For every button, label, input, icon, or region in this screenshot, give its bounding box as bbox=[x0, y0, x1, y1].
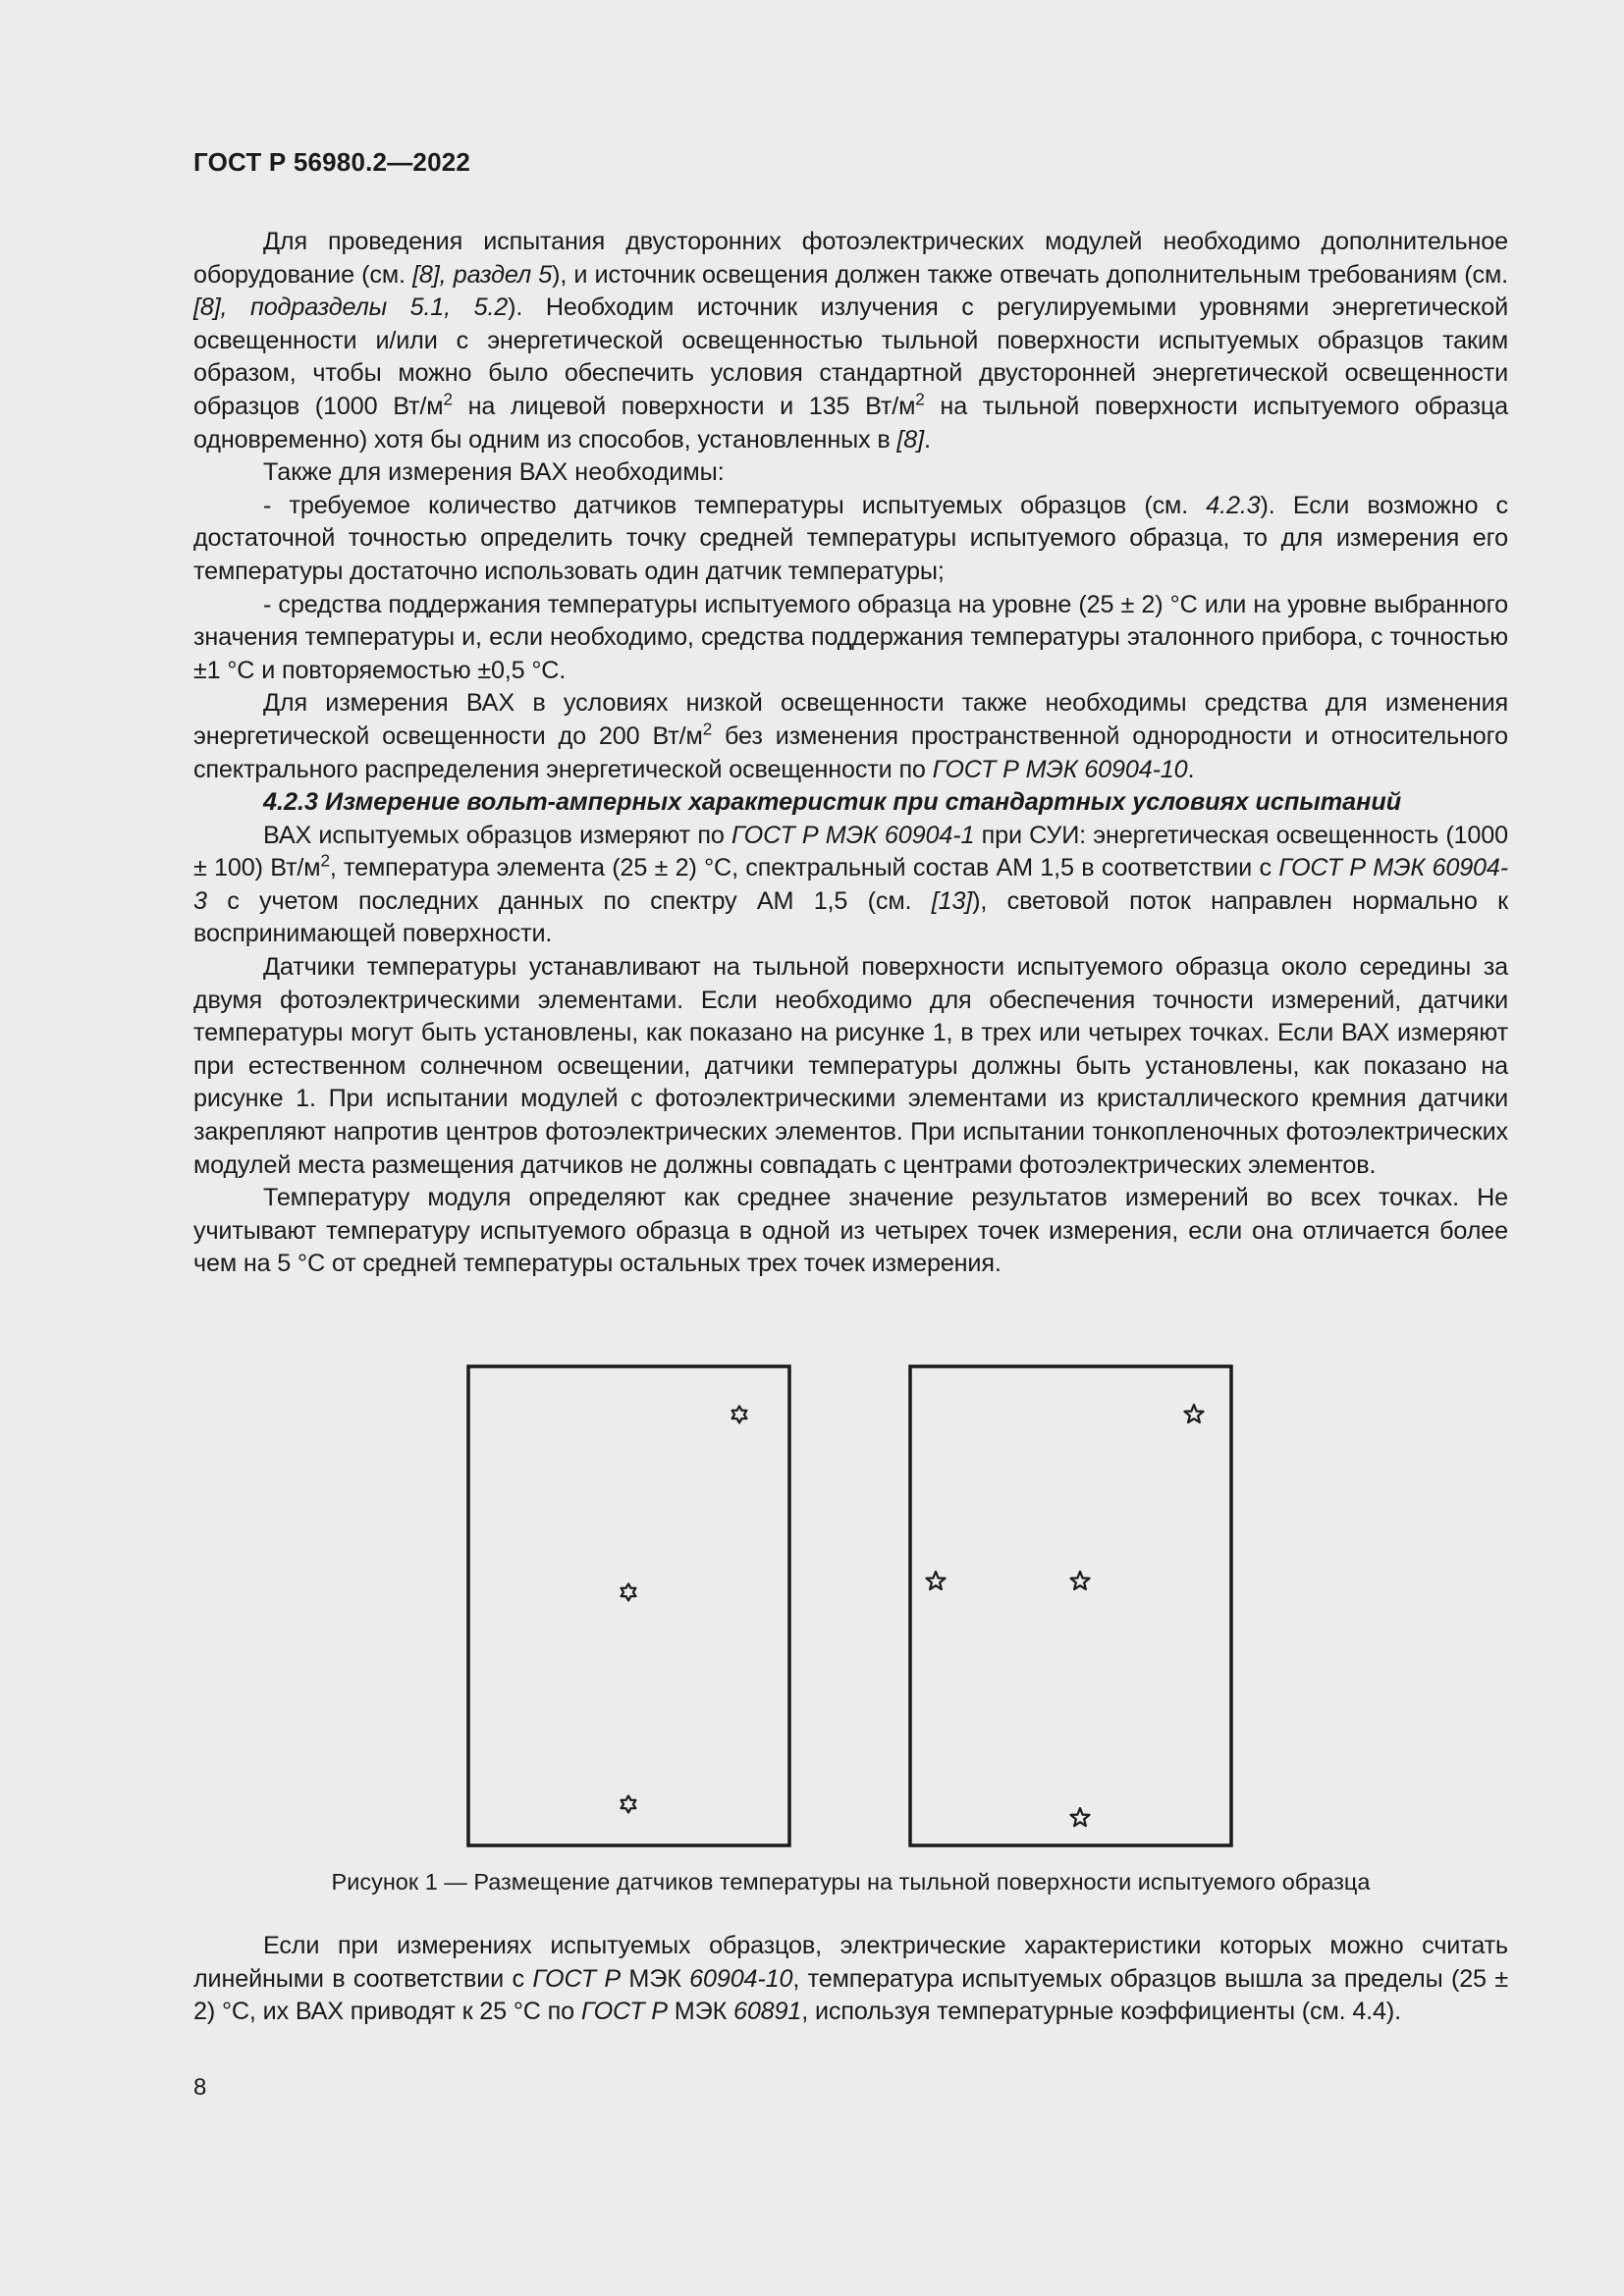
body-text bbox=[193, 226, 1508, 1281]
paragraph-module-temperature: Температуру модуля определяют как среднее значение результатов измерений во всех точках. Не учитывают температуру испытуемого образца в одной из четырех точек измерения, если она отличается более чем на 5 °С от средней температуры остальных трех точек измерения. bbox=[193, 1184, 1508, 1278]
sensor-marker-right-left bbox=[927, 1572, 946, 1589]
sensor-marker-left-bottom bbox=[622, 1796, 636, 1813]
sensor-marker-right-top bbox=[1185, 1405, 1204, 1422]
sensor-marker-left-middle bbox=[622, 1584, 636, 1601]
paragraph-equipment: Для проведения испытания двусторонних фотоэлектрических модулей необходимо дополнительное оборудование (см. [8], раздел 5), и источник освещения должен также отвечать дополнительным требованиям (см. [8], подразделы 5.1, 5.2). Необходим источник излучения с регулируемыми уровнями энергетической освещенности и/или с энергетической освещенностью тыльной поверхности испытуемых образцов таким образом, чтобы можно было обеспечить условия стандартной двусторонней энергетической освещенности образцов (1000 $Вт/м^2$ на лицевой поверхности и 135 $Вт/м^2$ на тыльной поверхности испытуемого образца одновременно) хотя бы одним из способов, установленных в [8]. bbox=[193, 228, 1508, 454]
section-heading: 4.2.3 Измерение вольт-амперных характеристик при стандартных условиях испытаний bbox=[263, 788, 1402, 817]
figure-drawing bbox=[193, 1362, 1508, 1853]
module-outline-right bbox=[910, 1366, 1231, 1845]
figure-caption: Рисунок 1 — Размещение датчиков температуры на тыльной поверхности испытуемого образца bbox=[331, 1869, 1371, 1895]
list-item-sensors: - требуемое количество датчиков температуры испытуемых образцов (см. 4.2.3). Если возможно с достаточной точностью определить точку средней температуры испытуемого образца, то для измерения его температуры достаточно использовать один датчик температуры; bbox=[193, 491, 1508, 585]
page-number: 8 bbox=[193, 2074, 207, 2101]
paragraph-also-needed: Также для измерения ВАХ необходимы: bbox=[263, 458, 725, 487]
sensor-marker-right-bottom bbox=[1071, 1808, 1090, 1826]
module-outline-left bbox=[468, 1366, 789, 1845]
body-text-lower bbox=[193, 1930, 1508, 2029]
paragraph-temperature-correction: Если при измерениях испытуемых образцов, электрические характеристики которых можно считать линейными в соответствии с ГОСТ Р МЭК 60904-10, температура испытуемых образцов вышла за пределы (25 ± 2) °С, их ВАХ приводят к 25 °С по ГОСТ Р МЭК 60891, используя температурные коэффициенты (см. 4.4). bbox=[193, 1932, 1508, 2026]
document-header: ГОСТ Р 56980.2—2022 bbox=[193, 147, 471, 177]
paragraph-sensor-placement: Датчики температуры устанавливают на тыльной поверхности испытуемого образца около середины за двумя фотоэлектрическими элементами. Если необходимо для обеспечения точности измерений, датчики температуры могут быть установлены, как показано на рисунке 1, в трех или четырех точках. Если ВАХ измеряют при естественном солнечном освещении, датчики температуры должны быть установлены, как показано на рисунке 1. При испытании модулей с фотоэлектрическими элементами из кристаллического кремния датчики закрепляют напротив центров фотоэлектрических элементов. При испытании тонкопленочных фотоэлектрических модулей места размещения датчиков не должны совпадать с центрами фотоэлектрических элементов. bbox=[193, 953, 1508, 1179]
sensor-marker-left-top bbox=[732, 1407, 747, 1423]
figure-sensor-layout bbox=[193, 1362, 1508, 1853]
sensor-marker-right-center bbox=[1071, 1572, 1090, 1589]
paragraph-stc-measurement: ВАХ испытуемых образцов измеряют по ГОСТ Р МЭК 60904-1 при СУИ: энергетическая освещенность (1000 ± 100) $Вт/м^2$, температура элемента (25 ± 2) °С, спектральный состав АМ 1,5 в соответствии с ГОСТ Р МЭК 60904-3 с учетом последних данных по спектру АМ 1,5 (см. [13]), световой поток направлен нормально к воспринимающей поверхности. bbox=[193, 821, 1509, 948]
paragraph-low-irradiance: Для измерения ВАХ в условиях низкой освещенности также необходимы средства для изменения энергетической освещенности до 200 $Вт/м^2$ без изменения пространственной однородности и относительного спектрального распределения энергетической освещенности по ГОСТ Р МЭК 60904-10. bbox=[193, 689, 1508, 783]
list-item-temperature-control: - средства поддержания температуры испытуемого образца на уровне (25 ± 2) °С или на уровне выбранного значения температуры и, если необходимо, средства поддержания температуры эталонного прибора, с точностью ±1 °С и повторяемостью ±0,5 °С. bbox=[193, 590, 1508, 684]
